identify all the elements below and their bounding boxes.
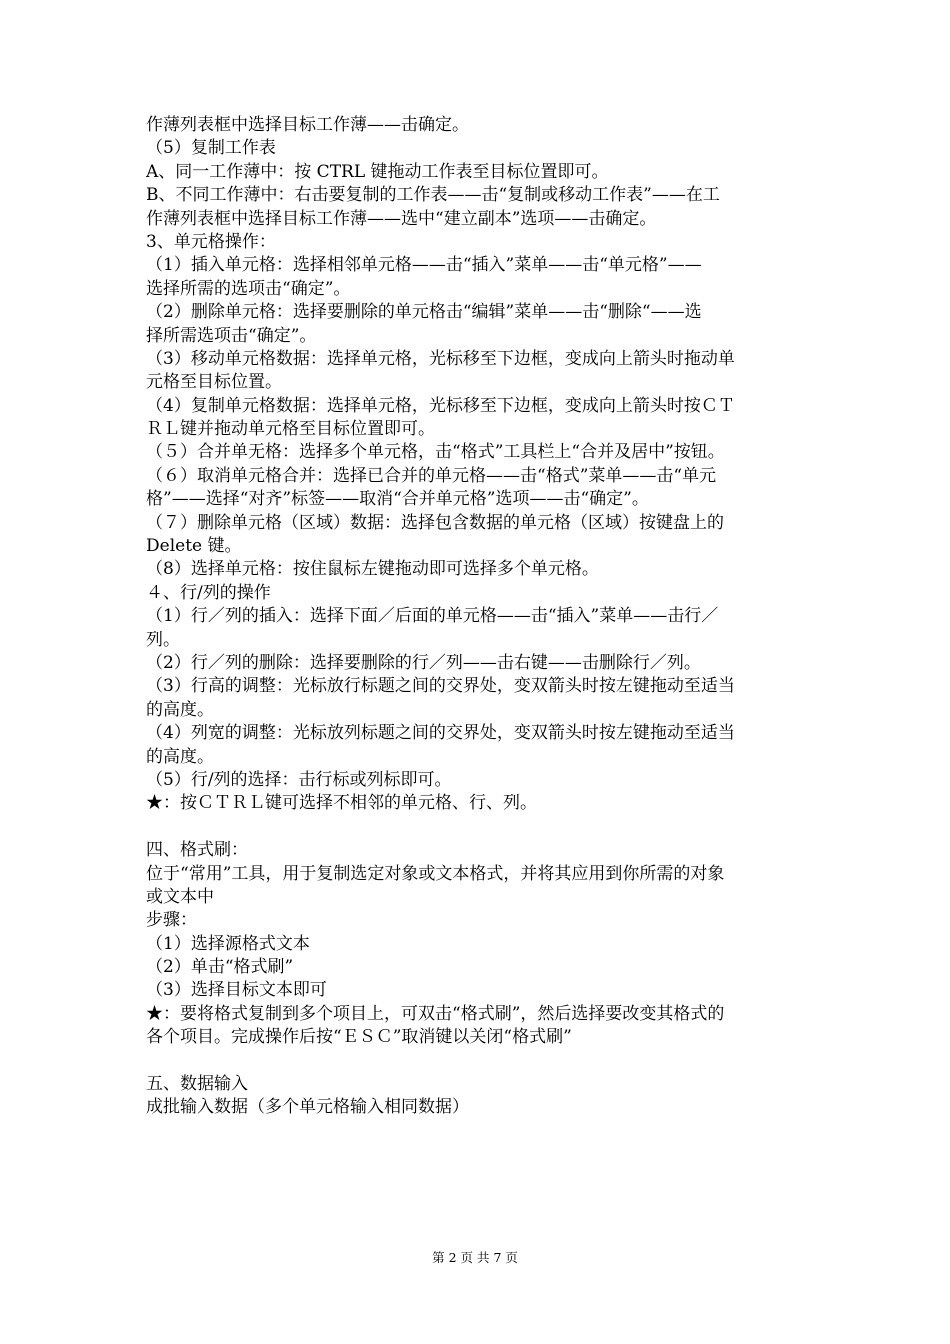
text-line: （1）插入单元格：选择相邻单元格——击“插入”菜单——击“单元格”—— (146, 255, 702, 276)
text-line: 或文本中 (146, 886, 214, 907)
text-line: （1）行／列的插入：选择下面／后面的单元格——击“插入”菜单——击行／ (146, 606, 719, 627)
section-heading: 3、单元格操作： (146, 231, 276, 252)
text-line: 的高度。 (146, 746, 214, 767)
text-line: （６）取消单元格合并：选择已合并的单元格——击“格式”菜单——击“单元 (146, 465, 717, 486)
page-number-footer: 第 2 页 共 7 页 (432, 1250, 518, 1265)
text-line: （3）选择目标文本即可 (146, 980, 327, 1001)
text-line: B、不同工作薄中：右击要复制的工作表——击“复制或移动工作表”——在工 (146, 185, 720, 206)
text-line: （2）单击“格式刷” (146, 957, 294, 978)
text-line: 各个项目。完成操作后按“ＥＳＣ”取消键以关闭“格式刷” (146, 1027, 572, 1048)
star-note: ★：按ＣＴＲＬ键可选择不相邻的单元格、行、列。 (146, 793, 537, 814)
blank-line (146, 1050, 814, 1073)
text-line: ＲＬ键并拖动单元格至目标位置即可。 (146, 419, 435, 440)
text-line: （1）选择源格式文本 (146, 933, 310, 954)
blank-line (146, 816, 814, 839)
text-line: 列。 (146, 629, 180, 650)
text-line: 作薄列表框中选择目标工作薄——击确定。 (146, 115, 469, 135)
text-line: （5）行/列的选择：击行标或列标即可。 (146, 769, 452, 790)
text-line: （8）选择单元格：按住鼠标左键拖动即可选择多个单元格。 (146, 559, 599, 580)
text-line: （2）行／列的删除：选择要删除的行／列——击右键——击删除行／列。 (146, 652, 701, 673)
document-body (146, 114, 814, 1120)
text-line: （4）列宽的调整：光标放列标题之间的交界处，变双箭头时按左键拖动至适当 (146, 723, 735, 744)
text-line: 步骤： (146, 910, 197, 931)
text-line: 格”——选择“对齐”标签——取消“合并单元格”选项——击“确定”。 (146, 489, 649, 510)
text-line: 位于“常用”工具，用于复制选定对象或文本格式，并将其应用到你所需的对象 (146, 863, 725, 884)
text-line: Delete 键。 (146, 536, 242, 557)
text-line: （５）合并单无格：选择多个单元格，击“格式”工具栏上“合并及居中”按钮。 (146, 442, 725, 463)
text-line: 元格至目标位置。 (146, 372, 282, 393)
text-line: （4）复制单元格数据：选择单元格，光标移至下边框，变成向上箭头时按ＣＴ (146, 395, 735, 416)
text-line: （5）复制工作表 (146, 138, 276, 159)
text-line: 择所需选项击“确定”。 (146, 325, 317, 346)
star-note: ★：要将格式复制到多个项目上，可双击“格式刷”，然后选择要改变其格式的 (146, 1003, 725, 1024)
text-line: （７）删除单元格（区域）数据：选择包含数据的单元格（区域）按键盘上的 (146, 512, 724, 533)
text-line: A、同一工作薄中：按 CTRL 键拖动工作表至目标位置即可。 (146, 161, 609, 182)
text-line: 选择所需的选项击“确定”。 (146, 278, 351, 299)
text-line: （2）删除单元格：选择要删除的单元格击“编辑”菜单——击“删除“——选 (146, 302, 702, 323)
text-line: 的高度。 (146, 699, 214, 720)
text-line: 成批输入数据（多个单元格输入相同数据） (146, 1097, 469, 1118)
section-heading: 四、格式刷： (146, 840, 248, 861)
text-line: （3）移动单元格数据：选择单元格，光标移至下边框，变成向上箭头时拖动单 (146, 348, 735, 369)
section-heading: 五、数据输入 (146, 1074, 248, 1095)
text-line: （3）行高的调整：光标放行标题之间的交界处，变双箭头时按左键拖动至适当 (146, 676, 735, 697)
section-heading: ４、行/列的操作 (146, 582, 271, 603)
text-line: 作薄列表框中选择目标工作薄——选中“建立副本”选项——击确定。 (146, 208, 657, 229)
